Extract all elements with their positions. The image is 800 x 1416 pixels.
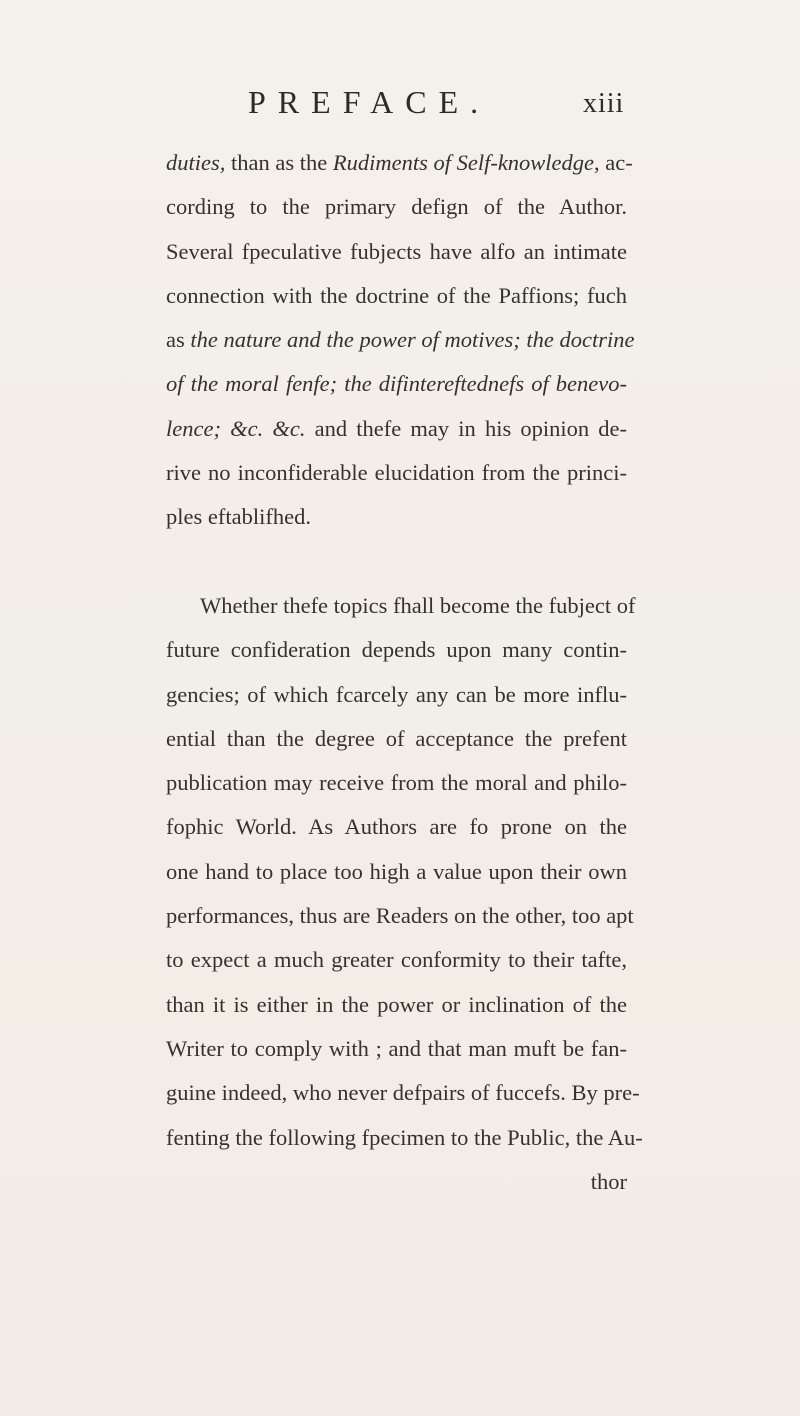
text-run: to expect a much greater conformity to their tafte,: [166, 947, 627, 973]
text-line: [166, 628, 627, 672]
text-run: than as the: [225, 150, 333, 175]
page-number: xiii: [583, 88, 625, 119]
text-line: [166, 1071, 640, 1115]
text-run: as: [166, 327, 191, 353]
text-line: [166, 407, 627, 451]
text-line: [166, 141, 633, 185]
text-run: performances, thus are Readers on the other, too apt: [166, 903, 634, 929]
text-run: cording to the primary defign of the Author.: [166, 194, 627, 220]
italic-text: lence; &c. &c.: [166, 415, 306, 441]
text-line: [166, 584, 636, 628]
text-line: [166, 318, 635, 362]
text-line: [166, 805, 627, 849]
text-run: than it is either in the power or inclination of the: [166, 991, 627, 1017]
text-line: [166, 673, 627, 717]
page-header: [0, 84, 800, 124]
text-run: guine indeed, who never defpairs of fuccefs. By pre-: [166, 1080, 640, 1106]
text-line: [166, 761, 627, 805]
italic-text: of the moral fenfe; the difintereftednefs of benevo-: [166, 371, 627, 397]
text-line: [166, 274, 627, 318]
catchword: thor: [590, 1168, 627, 1194]
text-line: [166, 983, 627, 1027]
text-run: Whether thefe topics fhall become the fubject of: [200, 592, 636, 618]
text-run: and thefe may in his opinion de-: [305, 415, 628, 441]
text-run: publication may receive from the moral and philo-: [166, 770, 627, 796]
text-line: [166, 230, 627, 274]
text-line: [166, 451, 627, 495]
text-line: [166, 938, 627, 982]
body-text: [166, 141, 643, 1204]
text-run: gencies; of which fcarcely any can be more influ-: [166, 681, 627, 707]
text-run: Writer to comply with ; and that man muft be fan-: [166, 1035, 627, 1061]
text-line: [166, 185, 627, 229]
text-line: [166, 850, 627, 894]
text-line: [166, 495, 627, 539]
text-run: rive no inconfiderable elucidation from the princi-: [166, 460, 627, 486]
running-title: PREFACE.: [248, 84, 491, 120]
text-line: [166, 1027, 627, 1071]
text-run: future confideration depends upon many contin-: [166, 637, 627, 663]
text-run: Several fpeculative fubjects have alfo an intimate: [166, 238, 627, 264]
text-run: fophic World. As Authors are fo prone on the: [166, 814, 627, 840]
text-run: ples eftablifhed.: [166, 504, 311, 530]
text-run: , ac-: [594, 150, 633, 175]
text-line: [166, 1116, 643, 1160]
italic-text: duties,: [166, 150, 226, 175]
text-run: connection with the doctrine of the Paffions; fuch: [166, 282, 627, 308]
text-run: ential than the degree of acceptance the prefent: [166, 725, 627, 751]
paragraph: [166, 141, 635, 540]
text-line: [166, 717, 627, 761]
italic-text: Rudiments of Self-knowledge: [332, 150, 595, 175]
italic-text: the nature and the power of motives; the doctrine: [190, 327, 635, 353]
text-line: [166, 362, 627, 406]
paragraph: [166, 584, 643, 1160]
text-run: fenting the following fpecimen to the Public, the Au-: [166, 1124, 643, 1150]
text-line: [166, 894, 634, 938]
paragraph-gap: [166, 540, 627, 584]
text-run: one hand to place too high a value upon their own: [166, 858, 627, 884]
